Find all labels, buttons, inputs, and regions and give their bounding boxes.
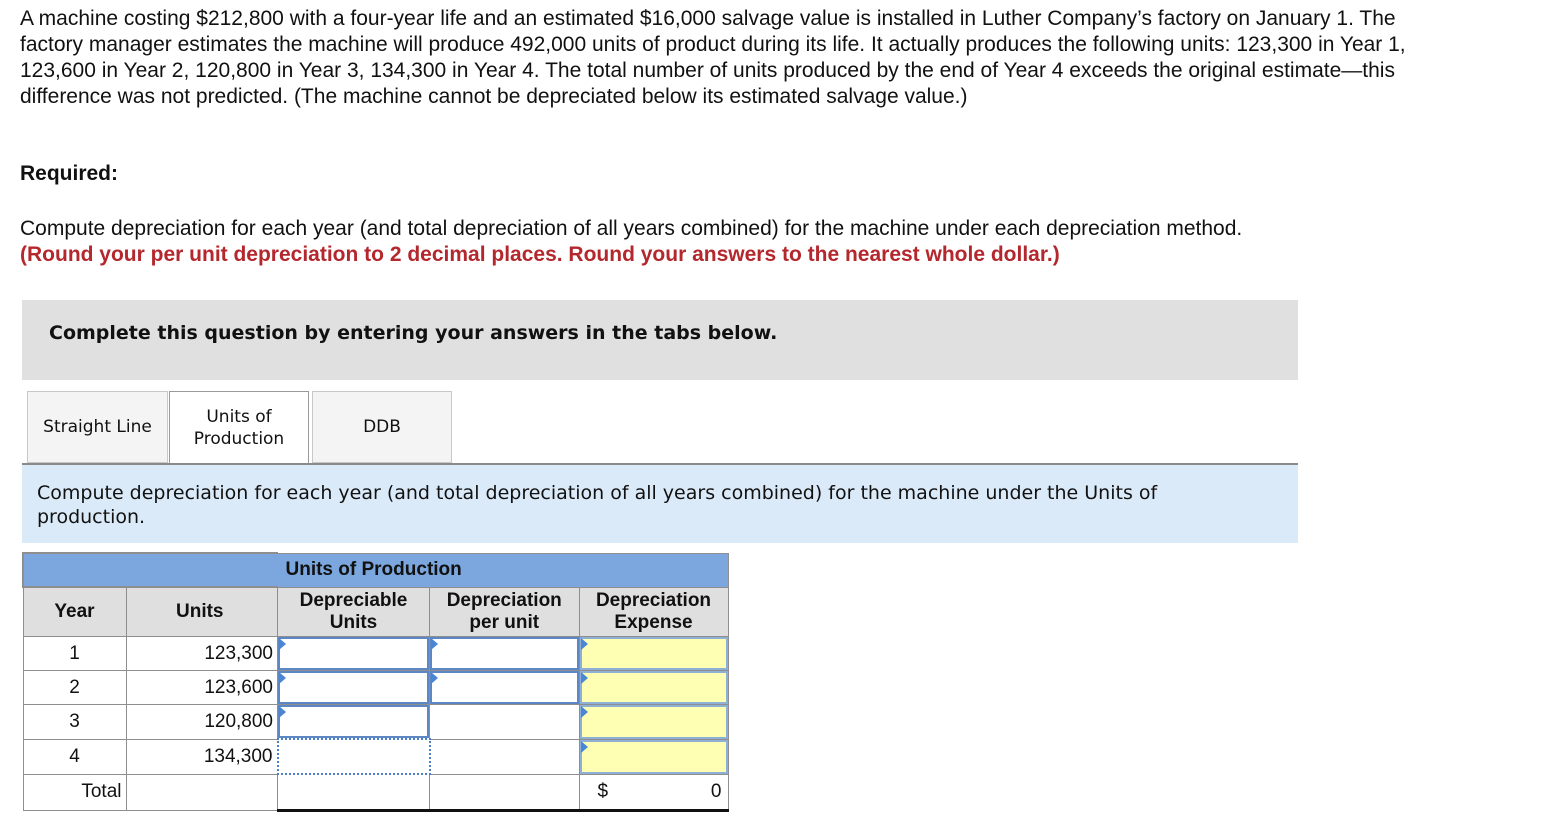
tab-label: DDB	[363, 417, 401, 437]
instructions	[20, 216, 1440, 268]
header-depreciation-expense	[579, 587, 728, 637]
header-units: Units	[126, 587, 278, 637]
instructions-banner	[22, 300, 1298, 380]
total-row	[23, 774, 728, 811]
depreciation-expense-input[interactable]	[579, 705, 728, 740]
total-expense-value: 0	[710, 780, 722, 802]
total-units-cell	[126, 774, 278, 811]
units-of-production-table	[22, 552, 729, 812]
required-heading: Required:	[20, 162, 119, 185]
depreciation-per-unit-input[interactable]	[430, 637, 580, 671]
tab-bar	[22, 391, 1298, 464]
total-per-unit-cell	[430, 774, 580, 811]
instruction-text: Compute depreciation for each year (and total depreciation of all years combined) for the machine under each depreciation method.	[20, 217, 1243, 240]
tab-ddb[interactable]	[312, 391, 452, 463]
depreciation-expense-input[interactable]	[579, 739, 728, 774]
problem-text: A machine costing $212,800 with a four-year life and an estimated $16,000 salvage value is installed in Luther Company’s factory on January 1. The factory manager estimates the machine will produce 492,000 units of product during its life. It actually produces the following units: 123,300 in Year 1, 123,600 in Year 2, 120,800 in Year 3, 134,300 in Year 4. The total number of units produced by the end of Year 4 exceeds the original estimate—this difference was not predicted. (The machine cannot be depreciated below its estimated salvage value.)	[20, 7, 1406, 108]
header-text: Expense	[614, 611, 693, 633]
year-cell: 2	[23, 671, 126, 705]
depreciable-units-cell-focused[interactable]	[278, 739, 430, 774]
tab-straight-line[interactable]	[27, 391, 168, 463]
depreciable-units-input[interactable]	[278, 705, 430, 740]
units-cell: 120,800	[126, 705, 278, 740]
table-caption: Units of Production	[278, 553, 729, 587]
tab-label: Straight Line	[43, 417, 152, 437]
table-row	[23, 637, 728, 671]
units-cell: 123,600	[126, 671, 278, 705]
tab-units-of-production[interactable]	[169, 391, 309, 464]
banner-text: Complete this question by entering your answers in the tabs below.	[49, 322, 778, 344]
total-expense-cell	[579, 774, 728, 811]
depreciable-units-input[interactable]	[278, 637, 430, 671]
total-label: Total	[23, 774, 126, 811]
header-text: Depreciation	[595, 589, 712, 611]
header-text: Depreciable	[299, 589, 408, 611]
rounding-note: (Round your per unit depreciation to 2 decimal places. Round your answers to the nearest whole dollar.)	[20, 243, 1060, 266]
year-cell: 1	[23, 637, 126, 671]
year-cell: 4	[23, 739, 126, 774]
table-row	[23, 671, 728, 705]
header-text: Units	[329, 611, 378, 633]
header-text: Depreciation	[446, 589, 562, 611]
header-text: per unit	[469, 611, 540, 633]
tab-label-line2: Production	[193, 429, 285, 449]
depreciation-per-unit-cell	[430, 705, 580, 740]
currency-symbol: $	[597, 780, 609, 802]
header-depreciable-units	[278, 587, 430, 637]
tab-label-line1: Units of	[206, 407, 272, 427]
caption-spacer	[23, 553, 278, 587]
table-row	[23, 705, 728, 740]
total-depreciable-units-cell	[278, 774, 430, 811]
units-cell: 134,300	[126, 739, 278, 774]
tab-description-panel	[22, 465, 1298, 543]
depreciation-per-unit-cell	[430, 739, 580, 774]
depreciation-per-unit-input[interactable]	[430, 671, 580, 705]
tab-label	[194, 406, 284, 450]
header-depreciation-per-unit	[430, 587, 580, 637]
header-year: Year	[23, 587, 126, 637]
depreciation-expense-input[interactable]	[579, 671, 728, 705]
units-cell: 123,300	[126, 637, 278, 671]
tab-description: Compute depreciation for each year (and total depreciation of all years combined) for the machine under the Units of production.	[37, 482, 1158, 528]
table-row	[23, 739, 728, 774]
year-cell: 3	[23, 705, 126, 740]
depreciation-expense-input[interactable]	[579, 637, 728, 671]
depreciable-units-input[interactable]	[278, 671, 430, 705]
